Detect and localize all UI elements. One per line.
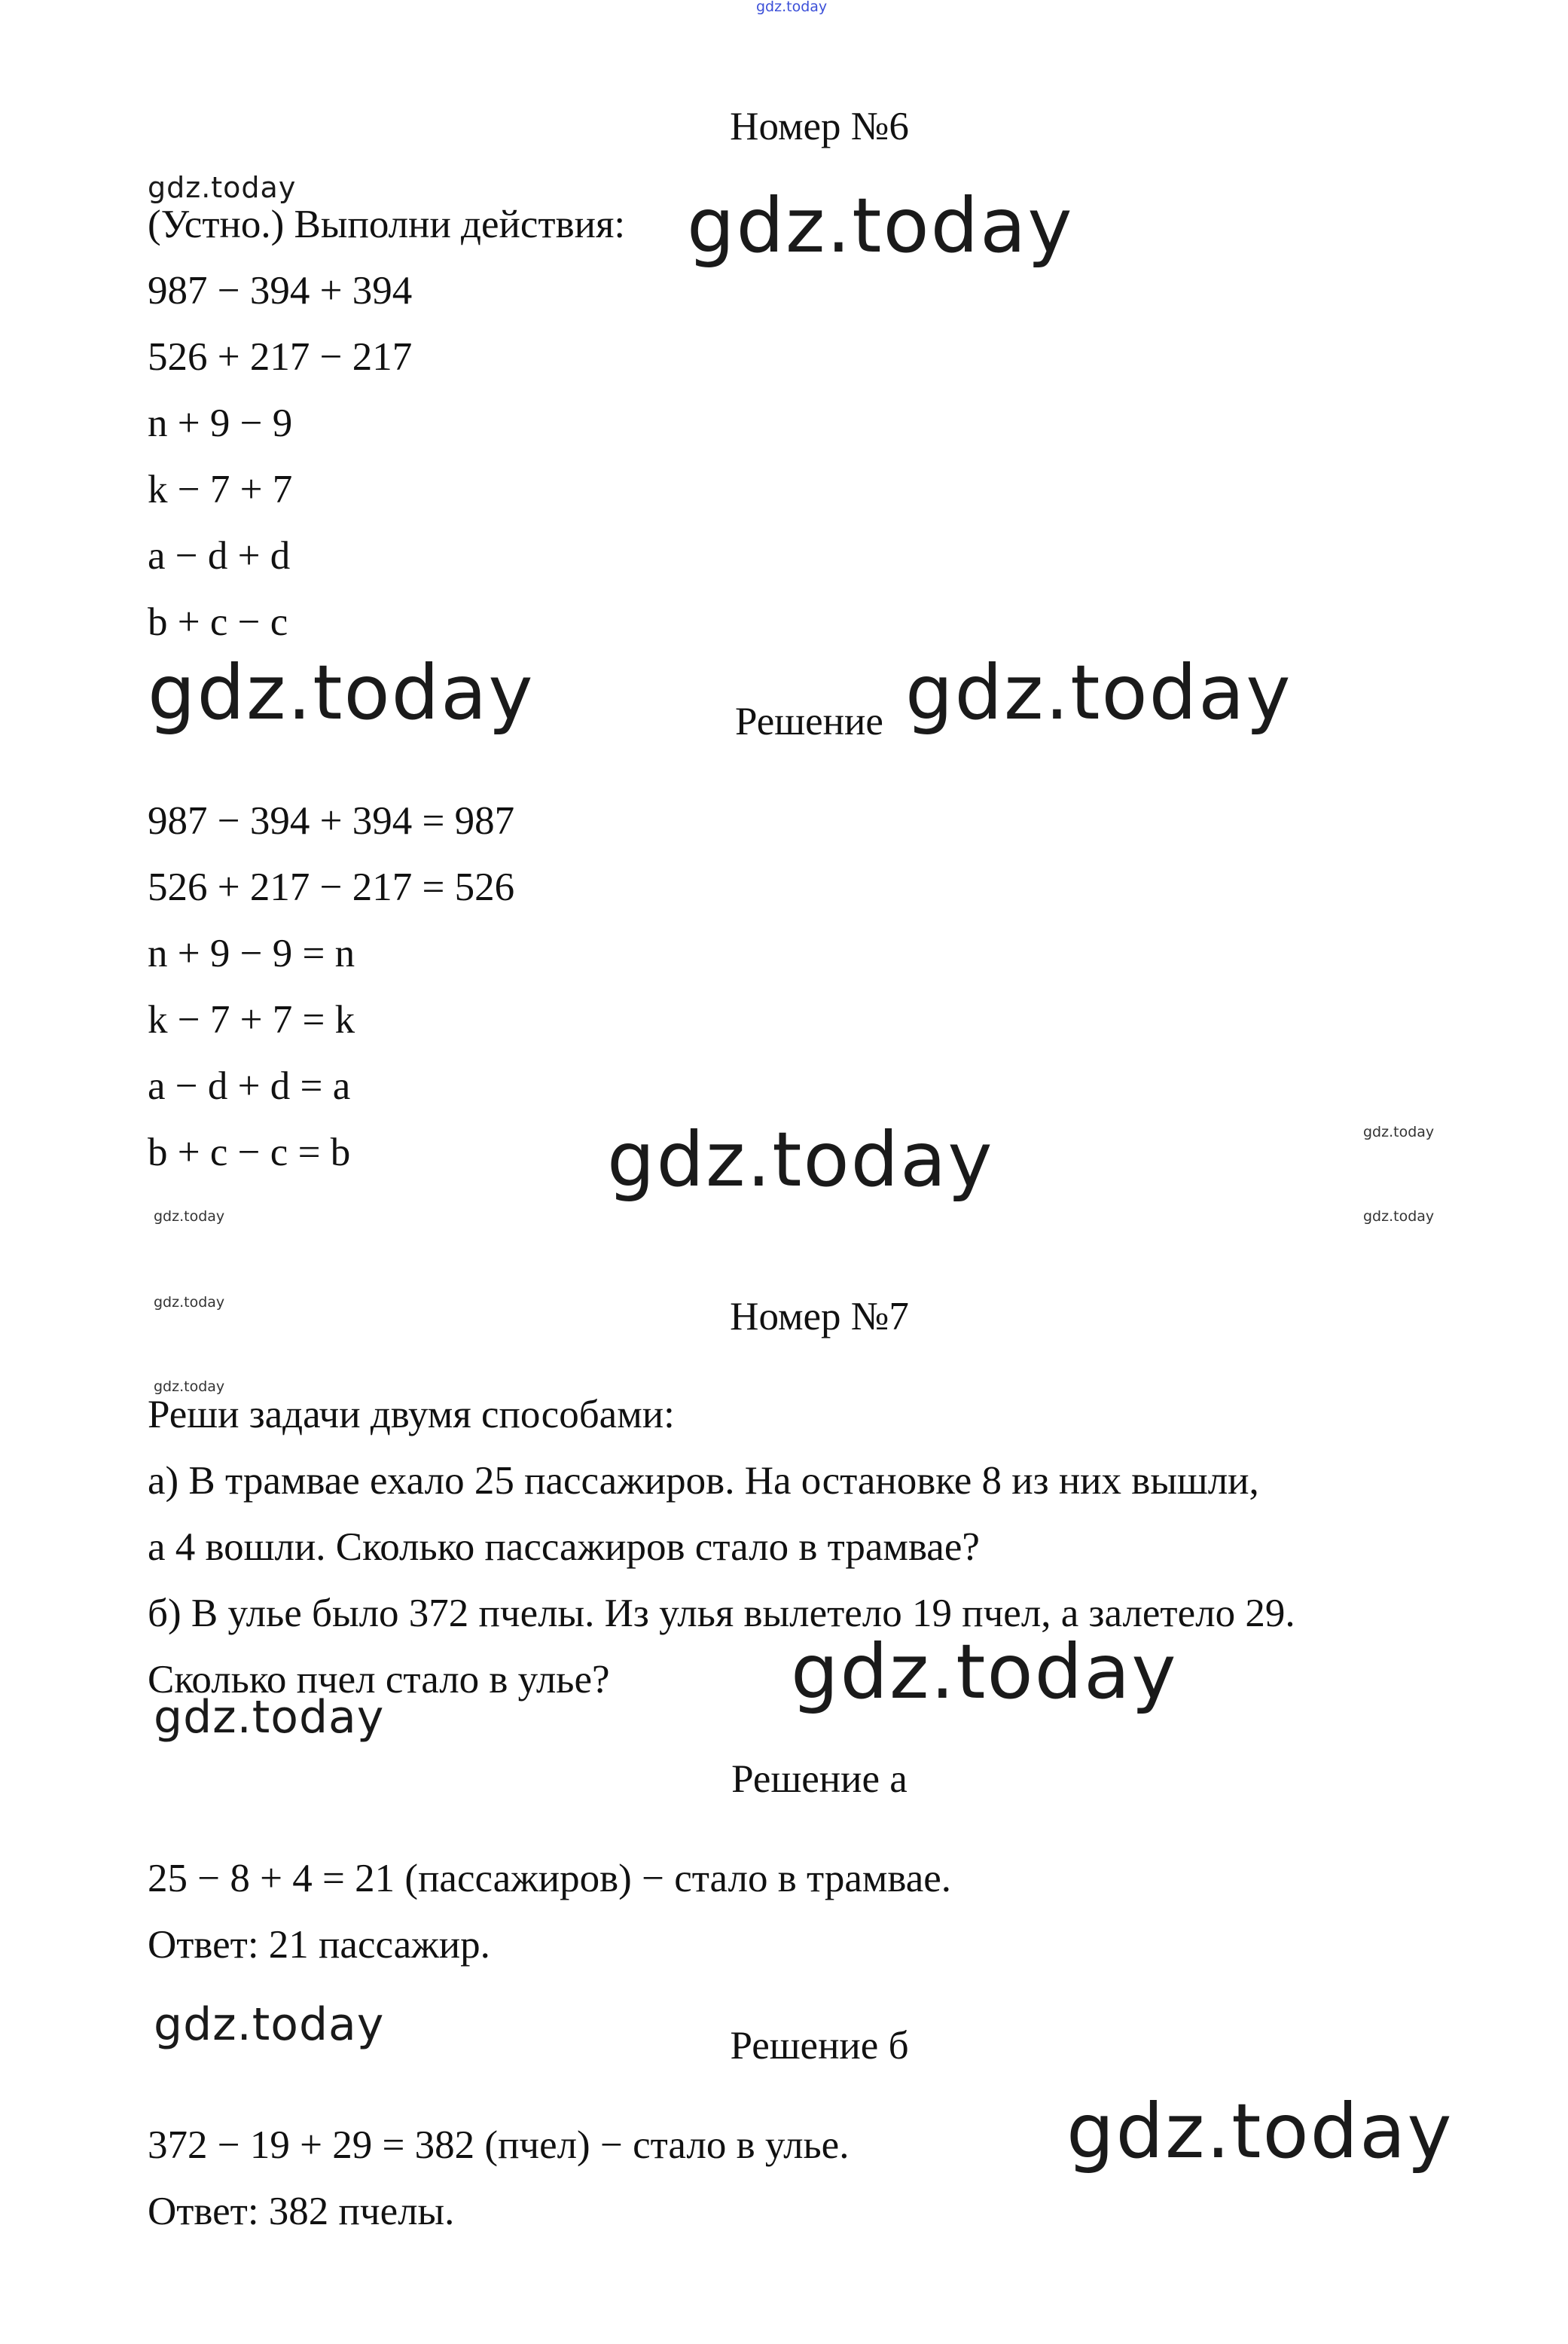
watermark-large: gdz.today [148,649,535,737]
watermark-large: gdz.today [687,182,1074,270]
task7-problem-line: б) В улье было 372 пчелы. Из улья вылетело 19 пчел, а залетело 29. [148,1592,1295,1635]
task6-answer: n + 9 − 9 = n [148,932,355,975]
task7-prompt: Реши задачи двумя способами: [148,1393,675,1436]
task7-answer-a: Ответ: 21 пассажир. [148,1923,490,1967]
watermark-medium: gdz.today [154,1998,385,2051]
task6-expression: 987 − 394 + 394 [148,269,413,313]
watermark-top: gdz.today [756,0,828,15]
task6-title: Номер №6 [730,105,909,148]
task7-title: Номер №7 [730,1295,909,1338]
watermark-large: gdz.today [1066,2087,1454,2175]
task6-solution-heading: Решение [735,700,883,743]
task7-solution-a-line: 25 − 8 + 4 = 21 (пассажиров) − стало в трамвае. [148,1857,952,1900]
watermark-small: gdz.today [148,171,297,204]
task6-answer: a − d + d = a [148,1064,351,1108]
task6-answer: b + c − c = b [148,1131,351,1174]
task6-expression: n + 9 − 9 [148,401,293,445]
watermark-tiny: gdz.today [1363,1124,1435,1140]
task6-answer: k − 7 + 7 = k [148,998,355,1042]
task6-answer: 987 − 394 + 394 = 987 [148,799,515,843]
watermark-tiny: gdz.today [154,1294,225,1311]
task7-problem-line: а) В трамвае ехало 25 пассажиров. На остановке 8 из них вышли, [148,1459,1259,1503]
task6-expression: k − 7 + 7 [148,468,293,511]
watermark-tiny: gdz.today [154,1378,225,1395]
task6-expression: b + c − c [148,600,288,644]
watermark-large: gdz.today [607,1116,994,1204]
watermark-large: gdz.today [791,1628,1178,1716]
task7-answer-b: Ответ: 382 пчелы. [148,2190,455,2233]
task7-solution-b-line: 372 − 19 + 29 = 382 (пчел) − стало в улье. [148,2123,850,2167]
task6-answer: 526 + 217 − 217 = 526 [148,865,515,909]
task6-expression: a − d + d [148,534,291,578]
task6-prompt: (Устно.) Выполни действия: [148,203,626,246]
watermark-tiny: gdz.today [154,1208,225,1225]
watermark-large: gdz.today [905,649,1292,737]
task7-solution-b-heading: Решение б [730,2024,909,2068]
task7-problem-line: Сколько пчел стало в улье? [148,1658,610,1702]
task7-problem-line: а 4 вошли. Сколько пассажиров стало в трамвае? [148,1525,980,1569]
watermark-medium: gdz.today [154,1691,385,1744]
task6-expression: 526 + 217 − 217 [148,335,413,379]
task7-solution-a-heading: Решение а [731,1757,908,1801]
watermark-tiny: gdz.today [1363,1208,1435,1225]
